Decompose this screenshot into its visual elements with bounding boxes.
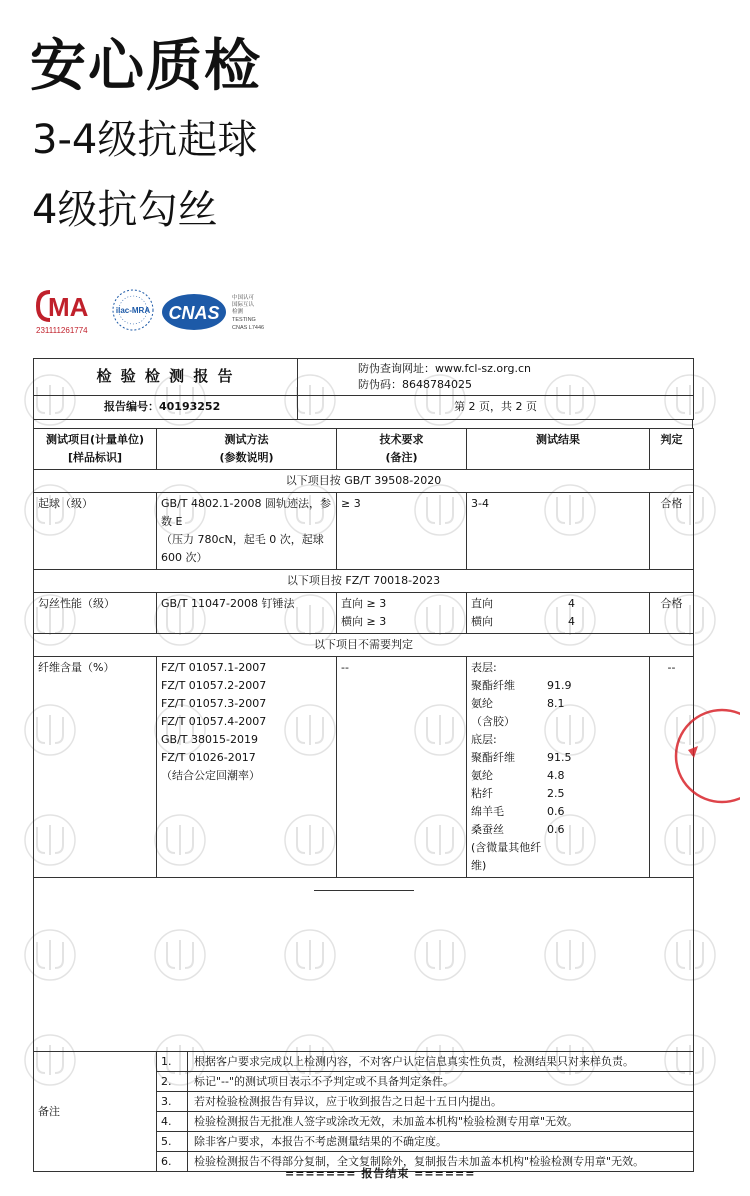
row-snagging-res-warp-label: 直向 [471, 597, 493, 610]
blank-area [34, 878, 694, 1052]
fiber-result-item [471, 767, 645, 785]
report-title: 检 验 检 测 报 告 [34, 359, 298, 396]
cnas-sub1: 中国认可 [232, 295, 255, 301]
separator-line [314, 890, 414, 891]
note-text: 检验检测报告无批准人签字或涂改无效，未加盖本机构"检验检测专用章"无效。 [194, 1115, 579, 1128]
fiber-result-label: 粘纤 [471, 787, 493, 800]
verify-url: 防伪查询网址：www.fcl-sz.org.cn [358, 362, 531, 375]
row-fiber-requirement: -- [337, 657, 467, 878]
row-snagging-res-warp-value: 4 [568, 597, 575, 610]
row-snagging-item: 勾丝性能（级） [34, 593, 157, 634]
cnas-sub2: 国际互认 [232, 302, 255, 308]
fiber-result-label: 氨纶 [471, 697, 493, 710]
fiber-result-label: 聚酯纤维 [471, 751, 515, 764]
row-fiber-judge: -- [650, 657, 694, 878]
col-item-header: 测试项目(计量单位) [45, 433, 145, 446]
row-pilling-method-params: （压力 780cN，起毛 0 次，起球 600 次） [161, 533, 324, 564]
row-pilling-result: 3-4 [467, 493, 650, 570]
cnas-sub4: TESTING [232, 317, 256, 323]
page-title: 安心质检 [30, 34, 262, 99]
cnas-text: CNAS [168, 303, 220, 323]
ilac-text: ilac-MRA [115, 306, 151, 315]
note-item [157, 1052, 693, 1072]
report-number: 报告编号：40193252 [34, 396, 298, 420]
report-header-table [33, 358, 694, 420]
ilac-mra-logo-icon [108, 288, 158, 332]
page-info: 第 2 页，共 2 页 [298, 396, 694, 420]
note-item [157, 1112, 693, 1132]
fiber-method-item: FZ/T 01057.2-2007 [161, 679, 267, 692]
fiber-result-value: 0.6 [547, 805, 565, 818]
section-header-2: 以下项目按 FZ/T 70018-2023 [34, 570, 694, 593]
row-fiber-results [467, 657, 650, 878]
fiber-result-value: 2.5 [547, 787, 565, 800]
note-number: 6. [161, 1152, 188, 1171]
cma-logo-icon [36, 288, 106, 324]
fiber-result-label: (含微量其他纤维) [471, 841, 542, 872]
row-pilling-item: 起球（级） [34, 493, 157, 570]
note-text: 检验检测报告不得部分复制，全文复制除外，复制报告未加盖本机构"检验检测专用章"无效。 [194, 1155, 645, 1168]
fiber-result-label: 底层: [471, 733, 497, 746]
fiber-result-item [471, 677, 645, 695]
col-item-subheader: [样品标识] [67, 451, 123, 464]
fiber-result-value: 8.1 [547, 697, 565, 710]
fiber-result-value: 4.8 [547, 769, 565, 782]
accreditation-logos [36, 288, 296, 340]
note-item [157, 1072, 693, 1092]
row-snagging-method: GB/T 11047-2008 钉锤法 [157, 593, 337, 634]
row-snagging-res-weft-label: 横向 [471, 615, 493, 628]
note-text: 除非客户要求，本报告不考虑测量结果的不确定度。 [194, 1135, 447, 1148]
pilling-grade-headline: 3-4级抗起球 [32, 117, 258, 163]
col-method-subheader: (参数说明) [219, 451, 274, 464]
row-pilling-method: GB/T 4802.1-2008 圆轨迹法，参数 E [161, 497, 331, 528]
fiber-result-value: 91.5 [547, 751, 572, 764]
note-number: 1. [161, 1052, 188, 1071]
inspection-report [33, 358, 693, 1166]
notes-label: 备注 [34, 1052, 157, 1172]
fiber-result-item [471, 659, 645, 677]
note-number: 3. [161, 1092, 188, 1111]
col-result-header: 测试结果 [467, 429, 650, 470]
note-number: 5. [161, 1132, 188, 1151]
note-item [157, 1092, 693, 1112]
fiber-result-label: 聚酯纤维 [471, 679, 515, 692]
fiber-result-label: 氨纶 [471, 769, 493, 782]
fiber-result-label: 桑蚕丝 [471, 823, 504, 836]
note-text: 标记"--"的测试项目表示不予判定或不具备判定条件。 [194, 1075, 455, 1088]
fiber-result-item [471, 785, 645, 803]
verify-code: 防伪码：8648784025 [358, 378, 472, 391]
fiber-result-value: 91.9 [547, 679, 572, 692]
fiber-method-item: FZ/T 01057.4-2007 [161, 715, 267, 728]
fiber-method-item: （结合公定回潮率） [161, 769, 260, 782]
notes-list [157, 1052, 693, 1171]
fiber-result-value: 0.6 [547, 823, 565, 836]
report-end: ======= 报告结束 ====== [285, 1167, 476, 1180]
fiber-method-item: FZ/T 01057.1-2007 [161, 661, 267, 674]
row-snagging-req-weft: 横向 ≥ 3 [341, 615, 387, 628]
official-seal-icon [660, 706, 740, 806]
section-header-3: 以下项目不需要判定 [34, 634, 694, 657]
snagging-grade-headline: 4级抗勾丝 [32, 187, 218, 233]
fiber-result-item [471, 731, 645, 749]
note-number: 4. [161, 1112, 188, 1131]
fiber-result-item [471, 839, 645, 875]
report-results-table [33, 428, 694, 1172]
fiber-result-label: （含胶） [471, 715, 515, 728]
fiber-result-label: 表层: [471, 661, 497, 674]
cnas-sub3: 检测 [232, 309, 244, 315]
col-judge-header: 判定 [650, 429, 694, 470]
fiber-result-item [471, 695, 645, 713]
cma-code: 231111261774 [36, 326, 88, 335]
row-pilling-judge: 合格 [650, 493, 694, 570]
note-number: 2. [161, 1072, 188, 1091]
row-snagging-judge: 合格 [650, 593, 694, 634]
col-req-header: 技术要求 [379, 433, 424, 446]
row-snagging-req-warp: 直向 ≥ 3 [341, 597, 387, 610]
col-req-subheader: (备注) [385, 451, 418, 464]
row-pilling-requirement: ≥ 3 [337, 493, 467, 570]
note-text: 根据客户要求完成以上检测内容，不对客户认定信息真实性负责，检测结果只对来样负责。 [194, 1055, 634, 1068]
note-item [157, 1132, 693, 1152]
note-text: 若对检验检测报告有异议，应于收到报告之日起十五日内提出。 [194, 1095, 502, 1108]
fiber-result-item [471, 803, 645, 821]
fiber-result-item [471, 821, 645, 839]
fiber-result-item [471, 713, 645, 731]
section-header-1: 以下项目按 GB/T 39508-2020 [34, 470, 694, 493]
cnas-logo-icon [160, 290, 280, 334]
row-fiber-methods [157, 657, 337, 878]
row-snagging-res-weft-value: 4 [568, 615, 575, 628]
cnas-sub5: CNAS L7446 [232, 325, 265, 331]
fiber-method-item: FZ/T 01026-2017 [161, 751, 256, 764]
cma-text: MA [48, 292, 89, 322]
fiber-result-item [471, 749, 645, 767]
col-method-header: 测试方法 [224, 433, 269, 446]
row-fiber-item: 纤维含量（%） [34, 657, 157, 878]
fiber-result-label: 绵羊毛 [471, 805, 504, 818]
fiber-method-item: FZ/T 01057.3-2007 [161, 697, 267, 710]
fiber-method-item: GB/T 38015-2019 [161, 733, 258, 746]
